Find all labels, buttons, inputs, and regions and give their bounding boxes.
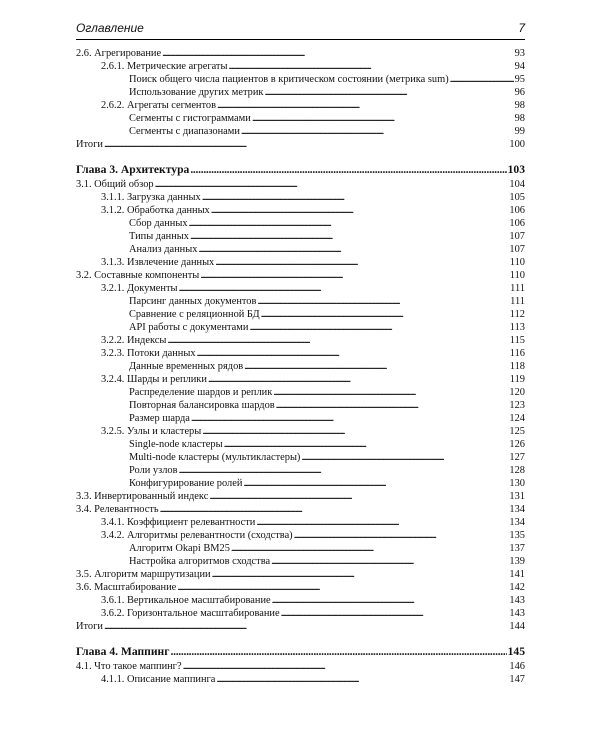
toc-entry[interactable] — [76, 191, 525, 204]
toc-entry-title: Сегменты с гистограммами — [129, 113, 251, 124]
dot-leader — [209, 490, 508, 503]
dot-leader — [197, 347, 509, 360]
toc-entry-page: 120 — [509, 387, 525, 398]
dot-leader — [177, 581, 508, 594]
toc-entry[interactable] — [76, 334, 525, 347]
toc-chapter-entry[interactable] — [76, 162, 525, 178]
toc-entry[interactable] — [76, 217, 525, 230]
dot-leader — [189, 217, 509, 230]
toc-entry-title: Алгоритм Okapi BM25 — [129, 543, 230, 554]
toc-entry-page: 135 — [509, 530, 525, 541]
dot-leader — [162, 47, 514, 60]
dot-leader — [272, 594, 509, 607]
toc-entry-page: 131 — [509, 491, 525, 502]
toc-entry[interactable] — [76, 256, 525, 269]
dot-leader — [217, 99, 514, 112]
toc-entry[interactable] — [76, 464, 525, 477]
dot-leader — [155, 178, 509, 191]
toc-entry-page: 143 — [509, 608, 525, 619]
toc-entry-page: 118 — [509, 361, 525, 372]
toc-entry-page: 139 — [509, 556, 525, 567]
toc-entry[interactable] — [76, 125, 525, 138]
toc-entry-title: Конфигурирование ролей — [129, 478, 243, 489]
dot-leader — [212, 568, 509, 581]
toc-entry-title: Настройка алгоритмов сходства — [129, 556, 271, 567]
toc-entry-title: Итоги — [76, 621, 103, 632]
toc-entry-page: 104 — [509, 179, 525, 190]
toc-entry-title: 3.4.1. Коэффициент релевантности — [101, 517, 256, 528]
toc-entry[interactable] — [76, 581, 525, 594]
toc-entry-title: Роли узлов — [129, 465, 178, 476]
dot-leader — [171, 644, 507, 660]
toc-entry-page: 105 — [509, 192, 525, 203]
dot-leader — [271, 555, 508, 568]
toc-entry-page: 144 — [509, 621, 525, 632]
toc-entry-title: Глава 4. Маппинг — [76, 645, 170, 658]
dot-leader — [256, 516, 508, 529]
dot-leader — [202, 425, 508, 438]
toc-entry-page: 116 — [509, 348, 525, 359]
dot-leader — [261, 308, 509, 321]
toc-entry[interactable] — [76, 412, 525, 425]
toc-entry-title: API работы с документами — [129, 322, 249, 333]
dot-leader — [179, 464, 509, 477]
dot-leader — [216, 673, 508, 686]
toc-entry[interactable] — [76, 516, 525, 529]
toc-entry-page: 147 — [509, 674, 525, 685]
toc-entry-page: 112 — [509, 309, 525, 320]
toc-entry-title: Размер шарда — [129, 413, 190, 424]
toc-entry[interactable] — [76, 360, 525, 373]
toc-entry[interactable] — [76, 490, 525, 503]
toc-entry-page: 130 — [509, 478, 525, 489]
toc-entry-title: Парсинг данных документов — [129, 296, 257, 307]
toc-entry-title: 4.1. Что такое маппинг? — [76, 661, 182, 672]
toc-entry-title: 2.6. Агрегирование — [76, 48, 162, 59]
toc-entry-title: 3.6. Масштабирование — [76, 582, 177, 593]
toc-entry[interactable] — [76, 555, 525, 568]
toc-entry[interactable] — [76, 308, 525, 321]
toc-entry[interactable] — [76, 477, 525, 490]
toc-entry-title: 4.1.1. Описание маппинга — [101, 674, 216, 685]
toc-entry[interactable] — [76, 542, 525, 555]
toc-entry-page: 110 — [509, 270, 525, 281]
toc-entry-page: 115 — [509, 335, 525, 346]
toc-entry-title: 3.2.5. Узлы и кластеры — [101, 426, 202, 437]
dot-leader — [249, 321, 508, 334]
toc-entry[interactable] — [76, 60, 525, 73]
dot-leader — [294, 529, 509, 542]
toc-entry[interactable] — [76, 138, 525, 151]
toc-entry[interactable] — [76, 399, 525, 412]
toc-entry-title: Типы данных — [129, 231, 189, 242]
dot-leader — [273, 386, 508, 399]
toc-entry-title: 3.6.1. Вертикальное масштабирование — [101, 595, 271, 606]
toc-entry-page: 124 — [509, 413, 525, 424]
toc-entry-page: 96 — [514, 87, 525, 98]
toc-entry-page: 95 — [514, 74, 525, 85]
toc-entry-page: 141 — [509, 569, 525, 580]
dot-leader — [211, 204, 509, 217]
toc-entry[interactable] — [76, 607, 525, 620]
toc-entry[interactable] — [76, 373, 525, 386]
toc-entry-page: 119 — [509, 374, 525, 385]
toc-entry-title: Итоги — [76, 139, 103, 150]
toc-entry[interactable] — [76, 282, 525, 295]
dot-leader — [264, 86, 513, 99]
chapter-spacer — [76, 633, 525, 644]
dot-leader — [179, 282, 510, 295]
toc-entry-page: 125 — [509, 426, 525, 437]
dot-leader — [104, 138, 508, 151]
toc-entry-page: 123 — [509, 400, 525, 411]
dot-leader — [183, 660, 509, 673]
toc-entry-title: 3.3. Инвертированный индекс — [76, 491, 209, 502]
toc-entry-title: 3.2.2. Индексы — [101, 335, 167, 346]
dot-leader — [281, 607, 509, 620]
toc-entry[interactable] — [76, 86, 525, 99]
dot-leader — [301, 451, 508, 464]
toc-entry-page: 111 — [510, 296, 525, 307]
toc-entry-title: Распределение шардов и реплик — [129, 387, 273, 398]
dot-leader — [450, 73, 514, 86]
toc-entry-page: 107 — [509, 231, 525, 242]
toc-entry-title: Сбор данных — [129, 218, 188, 229]
toc-entry-page: 113 — [509, 322, 525, 333]
toc-entry[interactable] — [76, 673, 525, 686]
toc-entry[interactable] — [76, 204, 525, 217]
dot-leader — [202, 191, 509, 204]
dot-leader — [191, 412, 509, 425]
toc-entry-page: 111 — [510, 283, 525, 294]
toc-entry-page: 100 — [509, 139, 525, 150]
toc-entry-page: 127 — [509, 452, 525, 463]
toc-entry-page: 107 — [509, 244, 525, 255]
dot-leader — [167, 334, 508, 347]
dot-leader — [215, 256, 509, 269]
dot-leader — [224, 438, 509, 451]
toc-entry-page: 106 — [509, 205, 525, 216]
toc-entry[interactable] — [76, 73, 525, 86]
toc-entry-page: 99 — [514, 126, 525, 137]
toc-entry[interactable] — [76, 99, 525, 112]
toc-entry-page: 134 — [509, 517, 525, 528]
toc-entry-page: 126 — [509, 439, 525, 450]
toc-entry-title: Анализ данных — [129, 244, 198, 255]
dot-leader — [198, 243, 508, 256]
toc-entry-title: 3.4.2. Алгоритмы релевантности (сходства) — [101, 530, 293, 541]
toc-entry-title: 3.2. Составные компоненты — [76, 270, 200, 281]
dot-leader — [200, 269, 509, 282]
toc-entry[interactable] — [76, 594, 525, 607]
dot-leader — [231, 542, 508, 555]
dot-leader — [252, 112, 514, 125]
dot-leader — [276, 399, 509, 412]
toc-entry-page: 134 — [509, 504, 525, 515]
toc-entry-title: 3.2.1. Документы — [101, 283, 178, 294]
toc-entry-title: 3.1. Общий обзор — [76, 179, 154, 190]
toc-entry-page: 128 — [509, 465, 525, 476]
header-title: Оглавление — [76, 21, 144, 35]
toc-entry-page: 110 — [509, 257, 525, 268]
dot-leader — [190, 230, 508, 243]
toc-entry-title: 3.4. Релевантность — [76, 504, 159, 515]
chapter-spacer — [76, 151, 525, 162]
toc-entry-page: 93 — [514, 48, 525, 59]
dot-leader — [244, 360, 509, 373]
toc-entry[interactable] — [76, 425, 525, 438]
toc-entry[interactable] — [76, 47, 525, 60]
toc-entry-title: Поиск общего числа пациентов в критическом состоянии (метрика sum) — [129, 74, 449, 85]
toc-entry[interactable] — [76, 178, 525, 191]
toc-entry[interactable] — [76, 529, 525, 542]
toc-entry-page: 146 — [509, 661, 525, 672]
toc-entry[interactable] — [76, 269, 525, 282]
dot-leader — [190, 162, 506, 178]
dot-leader — [160, 503, 509, 516]
toc-entry-title: Multi-node кластеры (мультикластеры) — [129, 452, 301, 463]
toc-entry-title: Сравнение с реляционной БД — [129, 309, 260, 320]
header-page-number: 7 — [518, 21, 525, 35]
toc-entry-title: 2.6.1. Метрические агрегаты — [101, 61, 228, 72]
toc-entry[interactable] — [76, 386, 525, 399]
toc-entry-title: 3.2.4. Шарды и реплики — [101, 374, 207, 385]
toc-entry-page: 137 — [509, 543, 525, 554]
dot-leader — [241, 125, 514, 138]
toc-entry[interactable] — [76, 295, 525, 308]
toc-entry[interactable] — [76, 451, 525, 464]
toc-entry-title: Использование других метрик — [129, 87, 264, 98]
toc-entry-title: 3.1.3. Извлечение данных — [101, 257, 215, 268]
toc-entry-title: 3.5. Алгоритм маршрутизации — [76, 569, 211, 580]
running-header — [76, 17, 525, 40]
toc-entry-page: 103 — [507, 163, 525, 176]
toc-entry-page: 145 — [507, 645, 525, 658]
toc-entry-title: 3.1.1. Загрузка данных — [101, 192, 201, 203]
toc-entry-title: Сегменты с диапазонами — [129, 126, 240, 137]
toc-entry-page: 94 — [514, 61, 525, 72]
toc-entry[interactable] — [76, 568, 525, 581]
toc-entry-title: Глава 3. Архитектура — [76, 163, 190, 176]
toc-entry[interactable] — [76, 321, 525, 334]
toc-entry[interactable] — [76, 438, 525, 451]
toc-entry-title: 3.1.2. Обработка данных — [101, 205, 210, 216]
dot-leader — [257, 295, 509, 308]
toc-entry[interactable] — [76, 660, 525, 673]
toc-entry-page: 143 — [509, 595, 525, 606]
toc-entry-page: 106 — [509, 218, 525, 229]
toc-entry-page: 98 — [514, 100, 525, 111]
toc-entry[interactable] — [76, 620, 525, 633]
toc-entry-title: 3.2.3. Потоки данных — [101, 348, 196, 359]
toc-entry-title: 3.6.2. Горизонтальное масштабирование — [101, 608, 280, 619]
toc-entry-title: Данные временных рядов — [129, 361, 244, 372]
toc-entry-page: 98 — [514, 113, 525, 124]
toc-entry[interactable] — [76, 112, 525, 125]
dot-leader — [104, 620, 508, 633]
dot-leader — [228, 60, 513, 73]
toc-entry-title: Single-node кластеры — [129, 439, 223, 450]
dot-leader — [243, 477, 508, 490]
toc-entry[interactable] — [76, 503, 525, 516]
toc-entry[interactable] — [76, 347, 525, 360]
toc-entry[interactable] — [76, 243, 525, 256]
toc-entry[interactable] — [76, 230, 525, 243]
dot-leader — [208, 373, 509, 386]
toc-entry-title: Повторная балансировка шардов — [129, 400, 275, 411]
toc-entry-page: 142 — [509, 582, 525, 593]
toc-entry-title: 2.6.2. Агрегаты сегментов — [101, 100, 217, 111]
toc-chapter-entry[interactable] — [76, 644, 525, 660]
table-of-contents — [76, 47, 525, 686]
